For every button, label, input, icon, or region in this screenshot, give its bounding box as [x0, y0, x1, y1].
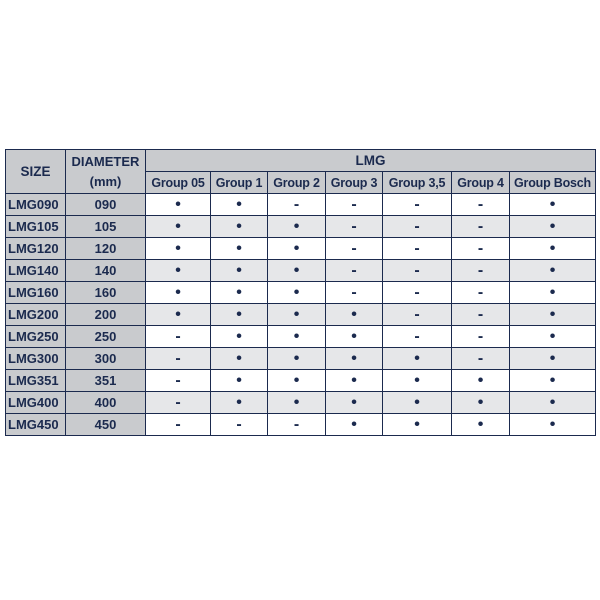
table-row: [6, 238, 596, 260]
diameter-header-label: DIAMETER: [71, 153, 140, 169]
diameter-cell: 450: [66, 414, 146, 436]
not-compatible-dash: -: [326, 282, 383, 304]
not-compatible-dash: -: [383, 216, 452, 238]
table-row: [6, 194, 596, 216]
not-compatible-dash: -: [146, 392, 211, 414]
compatible-dot: •: [146, 304, 211, 326]
compatible-dot: •: [510, 348, 596, 370]
group-column-header: Group 1: [211, 172, 268, 194]
not-compatible-dash: -: [383, 260, 452, 282]
not-compatible-dash: -: [146, 348, 211, 370]
group-column-header: Group 05: [146, 172, 211, 194]
compatible-dot: •: [452, 370, 510, 392]
compatible-dot: •: [268, 326, 326, 348]
compatible-dot: •: [268, 260, 326, 282]
size-cell: LMG140: [6, 260, 66, 282]
compatible-dot: •: [268, 282, 326, 304]
compatible-dot: •: [146, 238, 211, 260]
size-cell: LMG105: [6, 216, 66, 238]
diameter-cell: 160: [66, 282, 146, 304]
not-compatible-dash: -: [268, 414, 326, 436]
diameter-column-header: [66, 150, 146, 194]
size-cell: LMG250: [6, 326, 66, 348]
not-compatible-dash: -: [452, 194, 510, 216]
compatible-dot: •: [146, 216, 211, 238]
diameter-cell: 120: [66, 238, 146, 260]
compatible-dot: •: [510, 370, 596, 392]
compatible-dot: •: [211, 370, 268, 392]
table-header: [6, 150, 596, 194]
size-cell: LMG450: [6, 414, 66, 436]
compatible-dot: •: [326, 304, 383, 326]
group-column-header: Group 3,5: [383, 172, 452, 194]
compatible-dot: •: [510, 414, 596, 436]
table-row: [6, 392, 596, 414]
compatible-dot: •: [510, 326, 596, 348]
not-compatible-dash: -: [326, 238, 383, 260]
table-row: [6, 348, 596, 370]
size-cell: LMG300: [6, 348, 66, 370]
compatible-dot: •: [268, 392, 326, 414]
diameter-header-unit: (mm): [89, 173, 122, 189]
table-row: [6, 282, 596, 304]
size-cell: LMG351: [6, 370, 66, 392]
compatible-dot: •: [268, 238, 326, 260]
compatibility-table: [5, 149, 596, 436]
group-column-header: Group 4: [452, 172, 510, 194]
not-compatible-dash: -: [383, 238, 452, 260]
size-cell: LMG160: [6, 282, 66, 304]
diameter-cell: 250: [66, 326, 146, 348]
diameter-cell: 200: [66, 304, 146, 326]
diameter-cell: 300: [66, 348, 146, 370]
compatible-dot: •: [452, 414, 510, 436]
table-row: [6, 326, 596, 348]
compatible-dot: •: [326, 326, 383, 348]
diameter-cell: 140: [66, 260, 146, 282]
compatible-dot: •: [510, 216, 596, 238]
group-column-header: Group 2: [268, 172, 326, 194]
not-compatible-dash: -: [452, 260, 510, 282]
not-compatible-dash: -: [326, 216, 383, 238]
compatible-dot: •: [510, 282, 596, 304]
lmg-group-header: LMG: [146, 150, 596, 172]
not-compatible-dash: -: [452, 216, 510, 238]
not-compatible-dash: -: [326, 194, 383, 216]
diameter-cell: 105: [66, 216, 146, 238]
size-cell: LMG120: [6, 238, 66, 260]
compatible-dot: •: [326, 348, 383, 370]
not-compatible-dash: -: [383, 194, 452, 216]
compatible-dot: •: [211, 304, 268, 326]
not-compatible-dash: -: [452, 326, 510, 348]
compatible-dot: •: [211, 282, 268, 304]
table-row: [6, 414, 596, 436]
compatible-dot: •: [383, 348, 452, 370]
compatible-dot: •: [268, 304, 326, 326]
compatible-dot: •: [146, 260, 211, 282]
compatible-dot: •: [326, 392, 383, 414]
table-row: [6, 260, 596, 282]
not-compatible-dash: -: [211, 414, 268, 436]
group-column-header: Group Bosch: [510, 172, 596, 194]
compatible-dot: •: [510, 304, 596, 326]
compatible-dot: •: [510, 194, 596, 216]
compatible-dot: •: [211, 260, 268, 282]
compatible-dot: •: [211, 348, 268, 370]
not-compatible-dash: -: [452, 282, 510, 304]
compatible-dot: •: [510, 260, 596, 282]
not-compatible-dash: -: [146, 370, 211, 392]
compatible-dot: •: [326, 370, 383, 392]
compatible-dot: •: [268, 370, 326, 392]
table-row: [6, 304, 596, 326]
compatible-dot: •: [510, 238, 596, 260]
size-column-header: SIZE: [6, 150, 66, 194]
compatible-dot: •: [452, 392, 510, 414]
compatible-dot: •: [383, 414, 452, 436]
not-compatible-dash: -: [452, 348, 510, 370]
compatible-dot: •: [211, 238, 268, 260]
size-cell: LMG400: [6, 392, 66, 414]
compatible-dot: •: [211, 326, 268, 348]
not-compatible-dash: -: [146, 414, 211, 436]
compatible-dot: •: [211, 194, 268, 216]
diameter-cell: 400: [66, 392, 146, 414]
not-compatible-dash: -: [326, 260, 383, 282]
compatible-dot: •: [146, 282, 211, 304]
size-cell: LMG090: [6, 194, 66, 216]
not-compatible-dash: -: [383, 304, 452, 326]
compatible-dot: •: [211, 392, 268, 414]
compatible-dot: •: [383, 392, 452, 414]
not-compatible-dash: -: [146, 326, 211, 348]
table-row: [6, 216, 596, 238]
diameter-cell: 090: [66, 194, 146, 216]
diameter-cell: 351: [66, 370, 146, 392]
compatible-dot: •: [268, 348, 326, 370]
not-compatible-dash: -: [383, 326, 452, 348]
not-compatible-dash: -: [452, 304, 510, 326]
group-column-header: Group 3: [326, 172, 383, 194]
not-compatible-dash: -: [268, 194, 326, 216]
size-cell: LMG200: [6, 304, 66, 326]
table-body: [6, 194, 596, 436]
table-row: [6, 370, 596, 392]
compatible-dot: •: [510, 392, 596, 414]
compatible-dot: •: [383, 370, 452, 392]
compatible-dot: •: [211, 216, 268, 238]
compatible-dot: •: [268, 216, 326, 238]
compatible-dot: •: [146, 194, 211, 216]
not-compatible-dash: -: [452, 238, 510, 260]
compatible-dot: •: [326, 414, 383, 436]
not-compatible-dash: -: [383, 282, 452, 304]
